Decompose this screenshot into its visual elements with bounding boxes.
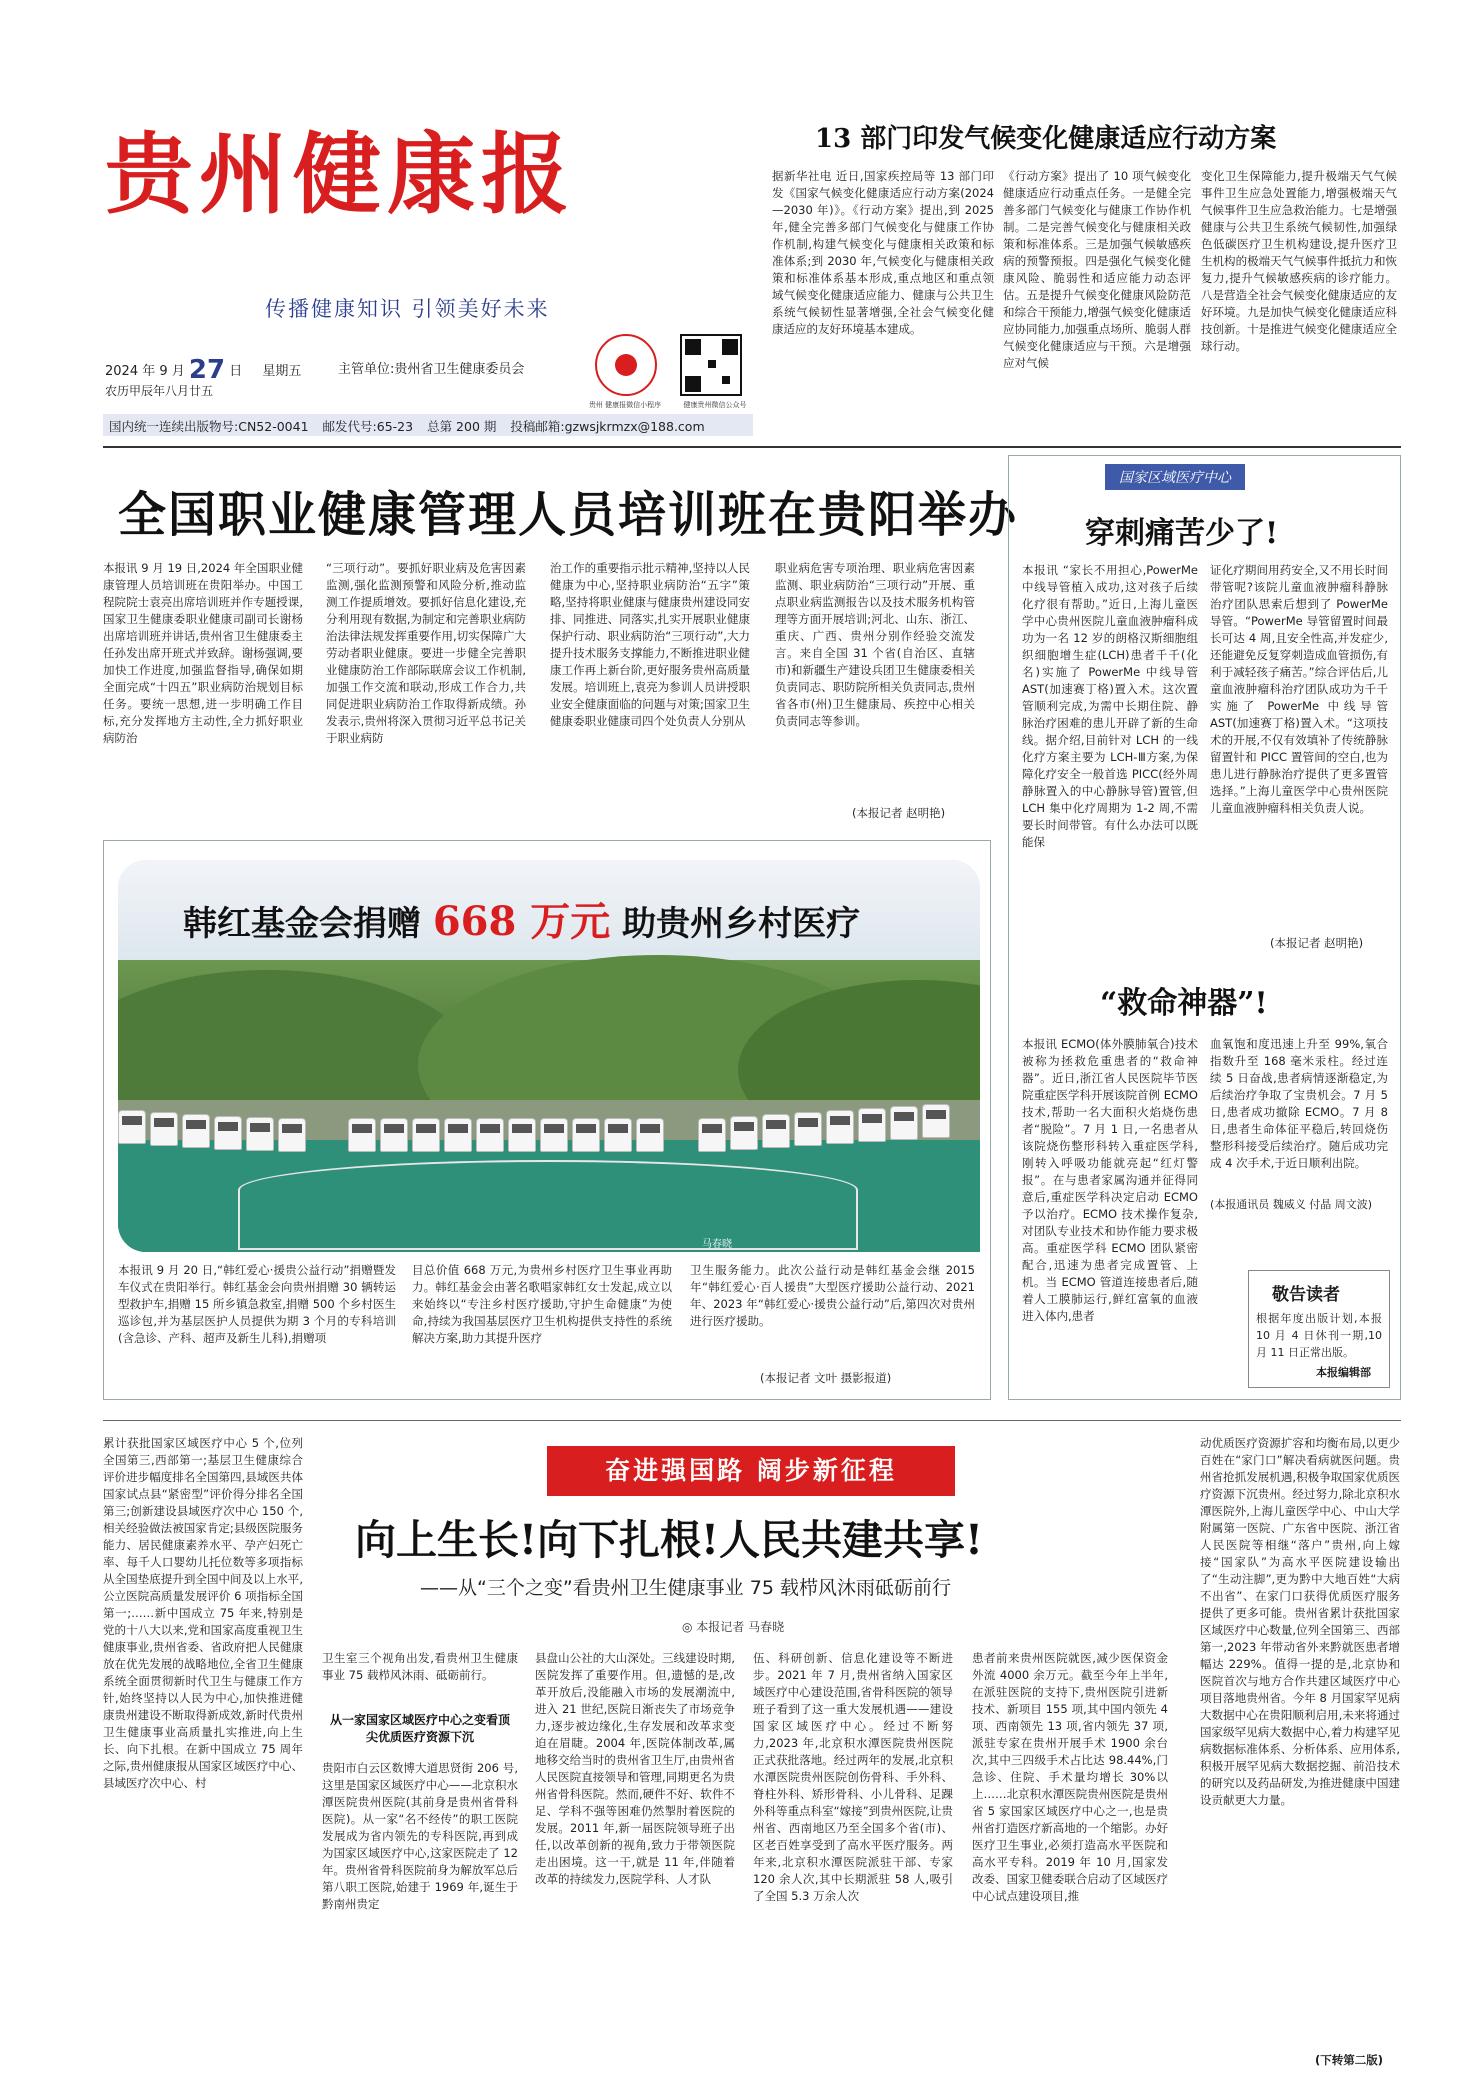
feature-right-col: 动优质医疗资源扩容和均衡布局,以更少百姓在“家门口”解决看病就医问题。贵州省抢抓发展机遇,积极争取国家优质医疗资源下沉贵州。经过努力,除北京积水潭医院外,上海儿童医学中心、中山大学附属第一医院、广东省中医院、浙江省人民医院等相继“落户”贵州,向上嫁接“国家队”为高水平医院建设输出了“生动注脚”,更为黔中大地百姓“大病不出省”、在家门口获得优质医疗服务提供了更多可能。贵州省累计获批国家区域医疗中心数量,位列全国第三、西部第一,2023 年带动省外来黔就医患者增幅达 229%。值得一提的是,北京协和医院首次与地方合作共建区域医疗中心项目落地贵州省。今年 8 月国家罕见病大数据中心在贵阳顺利启用,未来将通过国家级罕见病大数据中心,着力构建罕见病数据标准体系、分析体系、应用体系,积极开展罕见病大数据挖掘、前沿技术的研究以及药品研发,为推进健康中国建设贡献更大力量。 [1200,1436,1400,1807]
art3-byline: (本报记者 文叶 摄影报道) [760,1371,892,1385]
feature-c3: 伍、科研创新、信息化建设等不断进步。2021 年 7 月,贵州省纳入国家区域医疗中心建设范围,省骨科医院的领导班子看到了这一重大发展机遇——建设国家区域医疗中心。经过不断努力,2023 年,北京积水潭医院贵州医院正式获批落地。经过两年的发展,北京积水潭医院贵州医院创伤骨科、手外科、脊柱外科、矫形骨科、小儿骨科、足踝外科等重点科室“嫁接”到贵州医院,让贵州省、西南地区乃至全国多个省(市)、区老百姓享受到了高水平医疗服务。两年来,北京积水潭医院派驻干部、专家 120 余人次,其中长期派驻 58 人,吸引了全国 5.3 万余人次 [753,1651,953,1903]
sidebar-title2: “救命神器”! [1100,986,1268,1021]
notice-body: 根据年度出版计划,本报 10 月 4 日休刊一期,10 月 11 日正常出版。 [1256,1312,1382,1359]
lunar-date: 农历甲辰年八月廿五 [105,384,214,398]
masthead-title: 贵州健康报 [105,122,576,226]
art1-title: 13 部门印发气候变化健康适应行动方案 [815,124,1277,154]
continue-note: (下转第二版) [1315,2053,1384,2067]
top-divider [103,446,1401,448]
art3-col1: 本报讯 9 月 20 日,“韩红爱心·援贵公益行动”捐赠暨发车仪式在贵阳举行。韩红基金会向贵州捐赠 30 辆转运型救护车,捐赠 15 所乡镇急救室,捐赠 500 个乡村医生巡诊包,并为基层医护人员提供为期 3 个月的专科培训(含急诊、产科、超声及新生儿科),捐赠项 [118,1263,396,1345]
notice-title: 敬告读者 [1272,1285,1340,1305]
issue-date: 2024 年 9 月 27 日 星期五 [105,355,302,385]
feature-divider [103,1420,1401,1421]
sidebar-s1-byline: (本报记者 赵明艳) [1270,936,1364,950]
sidebar-s1-col2: 证化疗期间用药安全,又不用长时间带管呢?该院儿童血液肿瘤科静脉治疗团队思索后想到了 PowerMe 导管。“PowerMe 导管留置时间最长可达 4 周,且安全性高,并发症少,还能避免反复穿刺造成血管损伤,有利于减轻孩子痛苦。”综合评估后,儿童血液肿瘤科治疗团队成功为千千实施了 PowerMe 中线导管 AST(加速赛丁格)置入术。“这项技术的开展,不仅有效填补了传统静脉留置针和 PICC 置管间的空白,也为患儿进行静脉治疗提供了更多置管选择。”上海儿童医学中心贵州医院儿童血液肿瘤科相关负责人说。 [1210,563,1388,815]
feature-c2: 县盘山公社的大山深处。三线建设时期,医院发挥了重要作用。但,遗憾的是,改革开放后,没能融入市场的发展潮流中,进入 21 世纪,医院日渐丧失了市场竞争力,逐步被边缘化,生存发展和改革求变迫在眉睫。2004 年,医院体制改革,属地移交给当时的贵州省卫生厅,由贵州省人民医院直接领导和管理,同期更名为贵州省骨科医院。然而,硬件不好、软件不足、学科不强等困难仍然掣肘着医院的发展。2011 年,新一届医院领导班子出任,以改革创新的视角,致力于带领医院走出困境。这一干,就是 11 年,伴随着改革的持续发力,医院学科、人才队 [535,1651,735,1886]
feature-c1: 卫生室三个视角出发,看贵州卫生健康事业 75 载栉风沐雨、砥砺前行。 [322,1651,518,1682]
sidebar-s2-byline: (本报通讯员 魏威义 付晶 周文波) [1210,1198,1373,1211]
art3-col2: 目总价值 668 万元,为贵州乡村医疗卫生事业再助力。韩红基金会由著名歌唱家韩红女士发起,成立以来始终以“专注乡村医疗援助,守护生命健康”为使命,持续为我国基层医疗卫生机构提供支持性的系统解决方案,助力其提升医疗 [412,1263,672,1345]
art1-col3: 变化卫生保障能力,提升极端天气气候事件卫生应急处置能力,增强极端天气气候事件卫生应急救治能力。七是增强健康与公共卫生系统气候韧性,加强绿色低碳医疗卫生机构建设,提升医疗卫生机构的极端天气气候事件抵抗力和恢复力,提升气候敏感疾病的诊疗能力。八是营造全社会气候变化健康适应的友好环境。九是加快气候变化健康适应科技创新。十是推进气候变化健康适应全球行动。 [1201,169,1397,353]
art3-title: 韩红基金会捐赠 668 万元 助贵州乡村医疗 [183,898,861,945]
art2-byline: (本报记者 赵明艳) [852,806,946,820]
feature-title: 向上生长!向下扎根!人民共建共享! [355,1516,983,1564]
art2-title: 全国职业健康管理人员培训班在贵阳举办 [118,487,1019,543]
ambulance-photo [118,860,980,1252]
art3-col3: 卫生服务能力。此次公益行动是韩红基金会继 2015 年“韩红爱心·百人援贵”大型医疗援助公益行动、2021 年、2023 年“韩红爱心·援贵公益行动”后,第四次对贵州进行医疗援助。 [690,1263,975,1328]
feature-c4: 患者前来贵州医院就医,减少医保资金外流 4000 余万元。截至今年上半年,在派驻医院的支持下,贵州医院引进新技术、新项目 155 项,其中国内领先 4 项、西南领先 13 项,省内领先 37 项,派驻专家在贵州开展手术 1900 余台次,其中三四级手术占比达 98.44%,门急诊、住院、手术量均增长 30%以上……北京积水潭医院贵州医院是贵州省 5 家国家区域医疗中心之一,也是贵州省打造医疗新高地的一个缩影。办好医疗卫生事业,必须打造高水平医院和高水平专科。2019 年 10 月,国家发改委、国家卫健委联合启动了区域医疗中心试点建设项目,推 [972,1651,1168,1903]
feature-left-col: 累计获批国家区域医疗中心 5 个,位列全国第三,西部第一;基层卫生健康综合评价进步幅度排名全国第四,县域医共体国家试点县“紧密型”评价得分排名全国第三;创新建设县域医疗次中心 150 个,相关经验做法被国家肯定;县级医院服务能力、居民健康素养水平、孕产妇死亡率、每千人口婴幼儿托位数等多项指标从全国垫底提升到全国中间及以上水平,公立医院高质量发展评价 6 项指标全国第一;……新中国成立 75 年来,特别是党的十八大以来,党和国家高度重视卫生健康事业,贵州省委、省政府把人民健康放在优先发展的战略地位,全省卫生健康系统全面贯彻新时代卫生与健康工作方针,始终坚持以人民为中心,加快推进健康贵州建设不断取得新成效,新时代贵州卫生健康事业高质量扎实推进,向上生长、向下扎根。在新中国成立 75 周年之际,贵州健康报从国家区域医疗中心、县域医疗次中心、村 [103,1436,303,1790]
feature-c1b: 贵阳市白云区数博大道思贤街 206 号,这里是国家区域医疗中心——北京积水潭医院贵州医院(其前身是贵州省骨科医院)。从一家“名不经传”的职工医院发展成为省内领先的专科医院,再到成为国家区域医疗中心,这家医院走了 12 年。贵州省骨科医院前身为解放军总后第八职工医院,始建于 1969 年,诞生于黔南州贵定 [322,1761,518,1911]
art1-col1: 据新华社电 近日,国家疾控局等 13 部门印发《国家气候变化健康适应行动方案(2024—2030 年)》。《行动方案》提出,到 2025 年,健全完善多部门气候变化与健康工作协作机制,构建气候变化与健康相关政策和标准体系;到 2030 年,气候变化与健康相关政策和标准体系基本形成,重点地区和重点领域气候变化健康适应能力、健康与公共卫生系统气候韧性显著增强,全社会气候变化健康适应的友好环境基本建成。 [772,169,994,336]
sidebar-title1: 穿刺痛苦少了! [1085,516,1279,551]
feature-subtitle: ——从“三个之变”看贵州卫生健康事业 75 载栉风沐雨砥砺前行 [420,1577,951,1599]
masthead-slogan: 传播健康知识 引领美好未来 [265,297,550,321]
publication-info-bar: 国内统一连续出版物号:CN52-0041 邮发代号:65-23 总第 200 期 投稿邮箱:gzwsjkrmzx@188.com [103,414,753,436]
art2-col3: 治工作的重要指示批示精神,坚持以人民健康为中心,坚持职业病防治“五字”策略,坚持将职业健康与健康贵州建设同安排、同推进、同落实,扎实开展职业健康保护行动、职业病防治“三项行动”,大力提升技术服务支撑能力,不断推进职业健康工作再上新台阶,更好服务贵州高质量发展。培训班上,袁亮为参训人员讲授职业安全健康面临的问题与对策;国家卫生健康委职业健康司四个处负责人分别从 [550,561,750,728]
art2-col4: 职业病危害专项治理、职业病危害因素监测、职业病防治“三项行动”开展、重点职业病监测报告以及技术服务机构管理等方面开展培训;河北、山东、浙江、重庆、广西、贵州分别作经验交流发言。来自全国 31 个省(自治区、直辖市)和新疆生产建设兵团卫生健康委相关负责同志、职防院所相关负责同志,贵州省各市(州)卫生健康局、疾控中心相关负责同志等参训。 [775,561,975,728]
miniprogram-qr-icon [595,334,657,396]
art2-col2: “三项行动”。要抓好职业病及危害因素监测,强化监测预警和风险分析,推动监测工作提质增效。要抓好信息化建设,充分利用现有数据,为制定和完善职业病防治法律法规发挥重要作用,切实保障广大劳动者职业健康。要进一步健全完善职业健康防治工作部际联席会议工作机制,加强工作交流和联动,形成工作合力,共同促进职业病防治工作取得新成绩。孙发表示,贵州将深入贯彻习近平总书记关于职业病防 [326,561,526,745]
qr1-caption: 贵州 健康报微信小程序 [588,401,662,409]
sidebar-s2-col1: 本报讯 ECMO(体外膜肺氧合)技术被称为拯救危重患者的“救命神器”。近日,浙江省人民医院毕节医院重症医学科开展该院首例 ECMO 技术,帮助一名大面积火焰烧伤患者“脱险”。7 月 1 日,一名患者从该院烧伤整形科转入重症医学科,刚转入呼吸功能就亮起“红灯警报”。在与患者家属沟通并征得同意后,重症医学科决定启动 ECMO 予以治疗。ECMO 技术操作复杂,对团队专业技术和协作能力要求极高。重症医学科 ECMO 团队紧密配合,迅速为患者完成置管、上机。当 ECMO 管道连接患者后,随着人工膜肺运行,鲜红富氧的血液进入体内,患者 [1022,1037,1198,1323]
feature-byline: ◎ 本报记者 马春晓 [682,1620,785,1634]
wechat-qr-icon [680,334,742,396]
qr2-caption: 健康贵州微信公众号 [683,401,747,409]
sidebar-s1-col1: 本报讯 “家长不用担心,PowerMe 中线导管植入成功,这对孩子后续化疗很有帮助。”近日,上海儿童医学中心贵州医院儿童血液肿瘤科成功为一名 12 岁的朗格汉斯细胞组织细胞增生症(LCH)患者千千(化名)实施了 PowerMe 中线导管 AST(加速赛丁格)置入术。这次置管顺利完成,为需中长期住院、静脉治疗困难的患儿开辟了新的生命线。据介绍,目前针对 LCH 的一线化疗方案主要为 LCH-Ⅲ方案,为保障化疗安全一般首选 PICC(经外周静脉置入的中心静脉导管)置管,但 LCH 集中化疗周期为 1-2 周,不需要长时间带管。有什么办法可以既能保 [1022,563,1198,849]
feature-banner: 奋进强国路 阔步新征程 [547,1446,955,1496]
notice-sign: 本报编辑部 [1316,1366,1371,1379]
art2-col1: 本报讯 9 月 19 日,2024 年全国职业健康管理人员培训班在贵阳举办。中国工程院院士袁亮出席培训班并作专题授课,国家卫生健康委职业健康司副司长谢杨出席培训班并讲话,贵州省卫生健康委主任孙发出席开班式并致辞。谢杨强调,要加快工作进度,加强监督指导,确保如期全面完成“十四五”职业病防治规划目标任务。要统一思想,进一步明确工作目标,充分发挥地方主动性,全力抓好职业病防治 [103,561,303,745]
sidebar-s2-col2: 血氧饱和度迅速上升至 99%,氧合指数升至 168 毫米汞柱。经过连续 5 日奋战,患者病情逐渐稳定,为后续治疗争取了宝贵机会。7 月 5 日,患者成功撤除 ECMO。7 月 8 日,患者生命体征平稳后,转回烧伤整形科接受后续治疗。随后成功完成 4 次手术,于近日顺利出院。 [1210,1037,1388,1170]
sponsor: 主管单位:贵州省卫生健康委员会 [338,362,525,377]
sidebar-tag: 国家区域医疗中心 [1105,464,1245,490]
art1-col2: 《行动方案》提出了 10 项气候变化健康适应行动重点任务。一是健全完善多部门气候变化与健康工作协作机制。二是完善气候变化与健康相关政策和标准体系。三是加强气候敏感疾病的预警预报。四是强化气候变化健康风险、脆弱性和适应能力动态评估。五是提升气候变化健康风险防范和综合干预能力,增强气候变化健康适应协同能力,加强重点场所、脆弱人群气候变化健康适应与干预。六是增强应对气候 [1003,169,1191,370]
photo-credit: 马春晓 [702,1239,732,1250]
feature-c1-subhead: 从一家国家区域医疗中心之变看顶尖优质医疗资源下沉 [330,1713,510,1744]
